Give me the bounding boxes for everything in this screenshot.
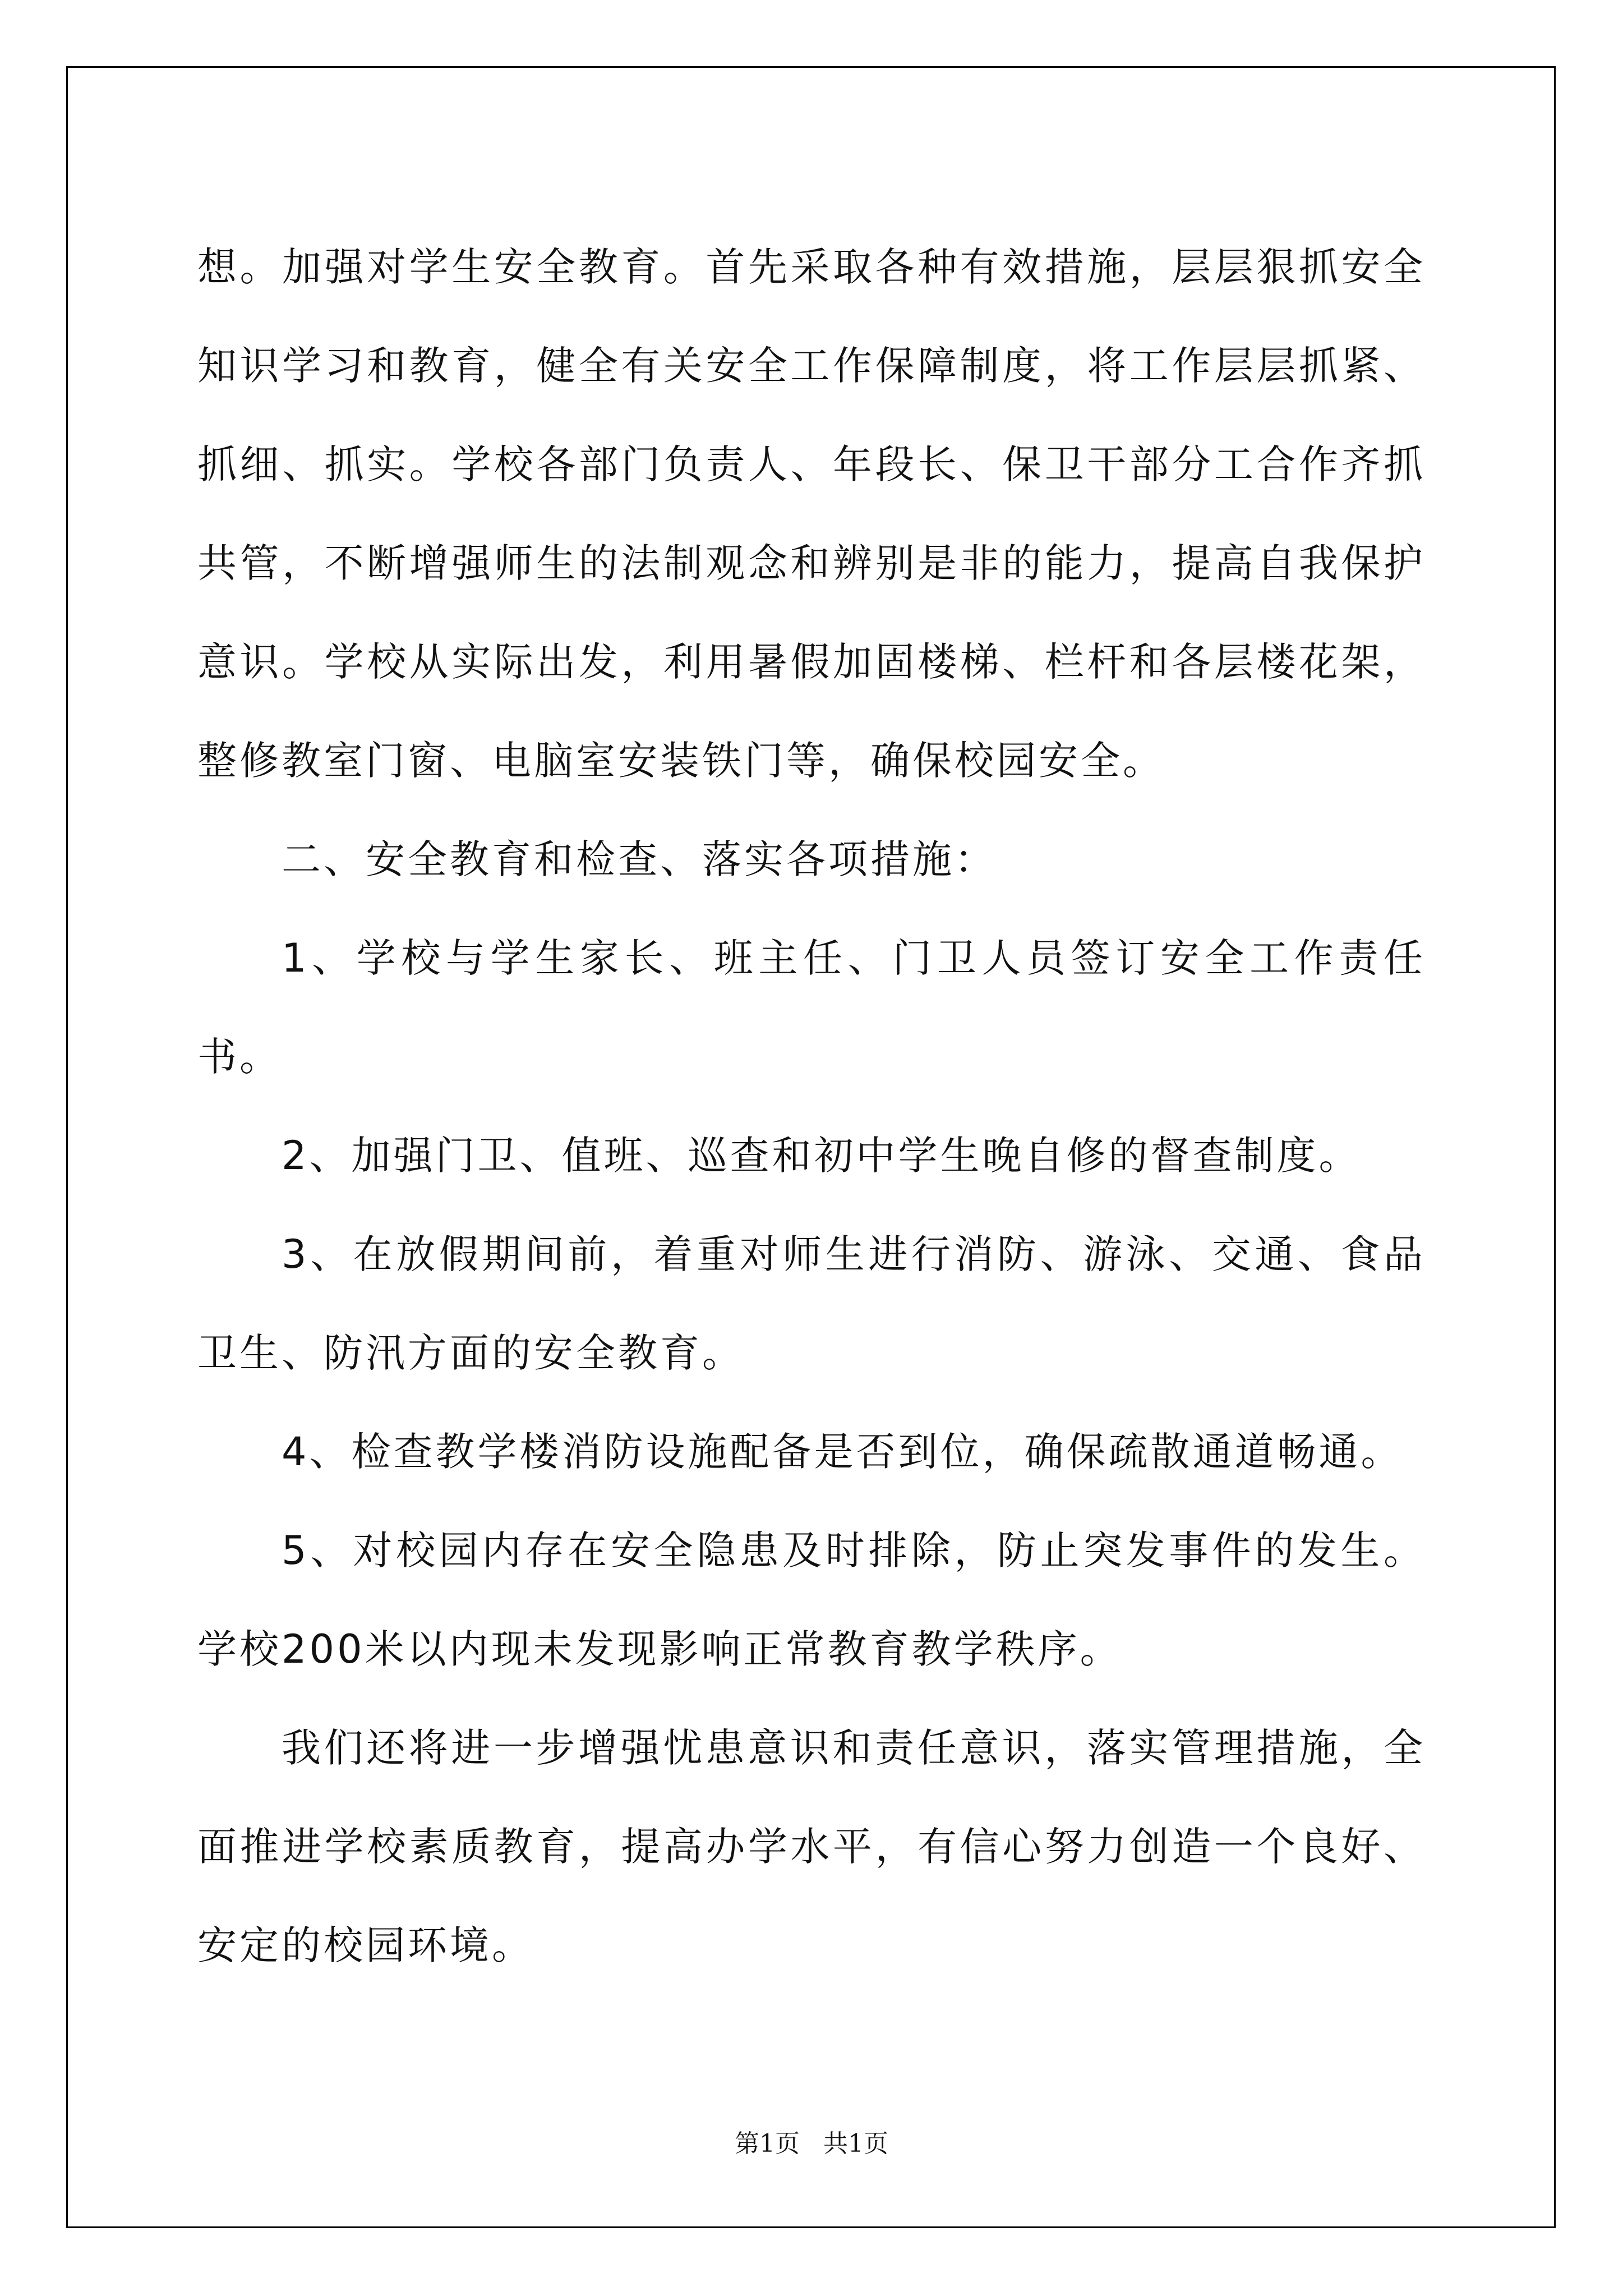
paragraph-2-section-heading: 二、安全教育和检查、落实各项措施：: [282, 836, 997, 882]
document-body: [197, 218, 1426, 1995]
paragraph-6-item-4: 4、检查教学楼消防设施配备是否到位，确保疏散通道畅通。: [282, 1429, 1403, 1475]
paragraph-5-item-3: 3、在放假期间前，着重对师生进行消防、游泳、交通、食品卫生、防汛方面的安全教育。: [197, 1231, 1426, 1376]
paragraph-7-item-5: 5、对校园内存在安全隐患及时排除，防止突发事件的发生。学校200米以内现未发现影响正常教育教学秩序。: [197, 1527, 1426, 1672]
page-number-footer: 第1页 共1页: [735, 2129, 888, 2158]
paragraph-3-item-1: 1、学校与学生家长、班主任、门卫人员签订安全工作责任书。: [197, 935, 1426, 1080]
paragraph-1: 想。加强对学生安全教育。首先采取各种有效措施，层层狠抓安全知识学习和教育，健全有关安全工作保障制度，将工作层层抓紧、抓细、抓实。学校各部门负责人、年段长、保卫干部分工合作齐抓共管，不断增强师生的法制观念和辨别是非的能力，提高自我保护意识。学校从实际出发，利用暑假加固楼梯、栏杆和各层楼花架，整修教室门窗、电脑室安装铁门等，确保校园安全。: [197, 244, 1426, 784]
paragraph-8-conclusion: 我们还将进一步增强忧患意识和责任意识，落实管理措施，全面推进学校素质教育，提高办学水平，有信心努力创造一个良好、安定的校园环境。: [197, 1725, 1426, 1968]
paragraph-4-item-2: 2、加强门卫、值班、巡查和初中学生晚自修的督查制度。: [282, 1133, 1361, 1179]
